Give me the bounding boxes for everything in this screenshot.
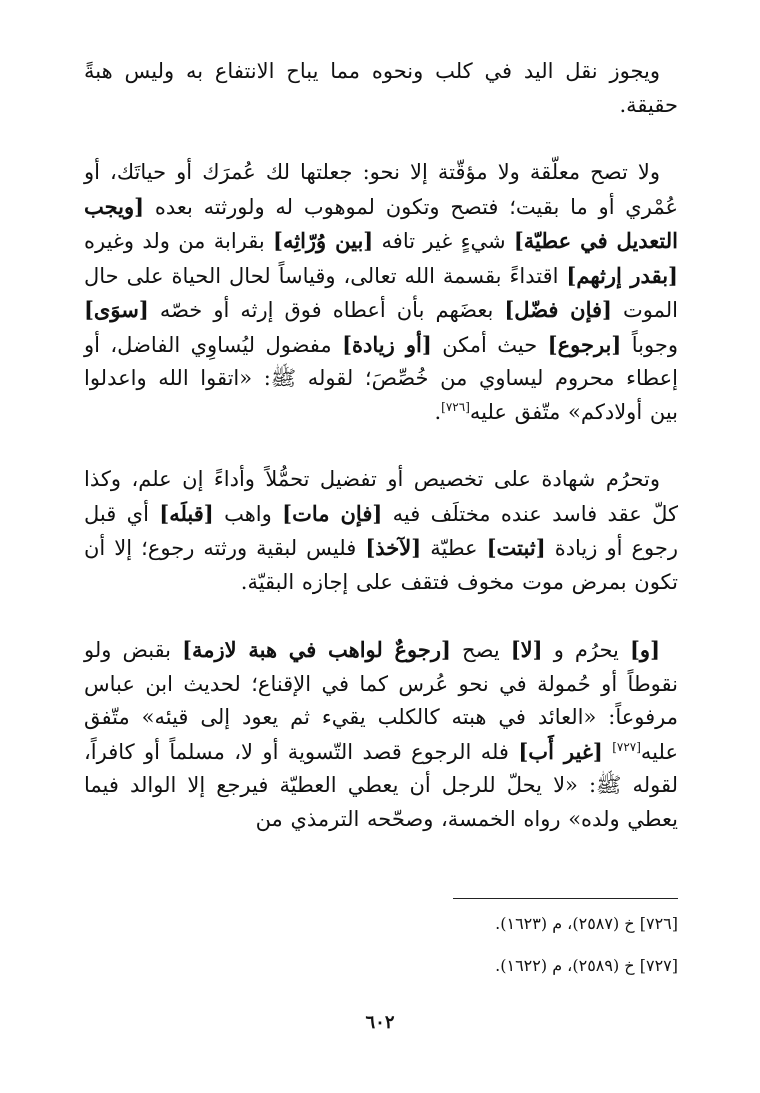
footnote-726	[495, 914, 678, 934]
matn-bold-text: [سوَى]	[84, 297, 149, 322]
sharh-text: وتحرُم شهادة على تخصيص أو تفضيل تحمُّلاً وأداءً إن علم، وكذا كلّ عقد فاسد عنده مختلَف فيه	[84, 467, 678, 526]
matn-bold-text: [قبلَه]	[159, 500, 214, 526]
footnote-divider	[453, 898, 678, 899]
sharh-text: بقبض ولو نقوطاً أو حُمولة في نحو عُرس كما في الإقناع؛ لحديث ابن عباس مرفوعاً: «العائد في هبته كالكلب يقيء ثم يعود إلى قيئه» متّفق عليه	[84, 638, 678, 764]
sharh-text: واهب	[213, 501, 283, 526]
sharh-text: مفضول ليُساوِي الفاضل، أو إعطاء محروم ليساوي من خُصِّصَ؛ لقوله ﷺ: «اتقوا الله واعدلوا بين أولادكم» متّفق عليه	[84, 332, 678, 424]
sharh-text: بقرابة من ولد وغيره	[84, 229, 274, 253]
sharh-text: ولا تصح معلّقة ولا مؤقّتة إلا نحو: جعلتها لك عُمرَك أو حياتَك، أو عُمْري أو ما بقيت؛ فتصح وتكون لموهوب له ولورثته بعده	[84, 160, 678, 219]
sharh-text: عطيّة	[421, 536, 487, 560]
matn-bold-text: [برجوع]	[547, 331, 622, 357]
sharh-text: وجوباً	[621, 332, 678, 357]
footnote-label: [٧٢٦]	[639, 914, 678, 933]
page-number: ٦٠٢	[365, 1012, 395, 1033]
sharh-text: يصح	[450, 638, 511, 662]
sharh-text: أي قبل رجوع أو زيادة	[84, 501, 678, 560]
matn-bold-text: [لآخذ]	[365, 535, 422, 560]
footnote-text: خ (٢٥٨٩)، م (١٦٢٢).	[495, 956, 635, 975]
matn-bold-text: [بقدر إرثهم]	[566, 262, 678, 288]
paragraph-4	[84, 633, 678, 836]
sharh-text: فليس لبقية ورثته رجوع؛ إلا أن تكون بمرض موت مخوف فتقف على إجازه البقيّة.	[84, 536, 678, 594]
paragraph-3	[84, 463, 678, 599]
sharh-text: حيث أمكن	[431, 332, 548, 357]
matn-bold-text: [ثبتت]	[486, 535, 546, 560]
sharh-text: اقتداءً بقسمة الله تعالى، وقياساً لحال الحياة على حال الموت	[84, 263, 678, 322]
matn-bold-text: [أو زيادة]	[342, 331, 432, 357]
footnote-ref: [٧٢٧]	[612, 739, 641, 754]
main-text	[84, 55, 678, 870]
sharh-text	[603, 740, 612, 764]
matn-bold-text: [رجوعٌ لواهب في هبة لازمة]	[182, 637, 451, 662]
matn-bold-text: [و]	[630, 637, 661, 662]
sharh-text: .	[434, 399, 442, 424]
paragraph-1	[84, 55, 678, 122]
footnote-727	[495, 956, 678, 976]
sharh-text: بعضَهم بأن أعطاه فوق إرثه أو خصّه	[148, 298, 505, 322]
footnote-label: [٧٢٧]	[639, 956, 678, 975]
footnote-ref: [٧٢٦]	[441, 399, 470, 414]
matn-bold-text: [بين وُرّاثِه]	[273, 228, 374, 253]
matn-bold-text: [غير أَب]	[518, 738, 603, 764]
matn-bold-text: [ويجب التعديل في عطيّة]	[84, 193, 679, 253]
paragraph-2	[84, 156, 678, 429]
sharh-text: ويجوز نقل اليد في كلب ونحوه مما يباح الانتفاع به وليس هبةً حقيقة.	[84, 59, 678, 117]
matn-bold-text: [فإن فضّل]	[504, 297, 612, 322]
matn-bold-text: [فإن مات]	[282, 500, 383, 526]
sharh-text: شيءٍ غير تافه	[373, 229, 514, 253]
sharh-text: يحرُم و	[542, 638, 630, 662]
footnote-text: خ (٢٥٨٧)، م (١٦٢٣).	[495, 914, 635, 933]
matn-bold-text: [لا]	[510, 637, 543, 662]
footnotes	[495, 914, 678, 998]
sharh-text: فله الرجوع قصد التّسوية أو لا، مسلماً أو كافراً، لقوله ﷺ: «لا يحلّ للرجل أن يعطي العطيّة فيرجع إلا الوالد فيما يعطي ولده» رواه الخمسة، وصحّحه الترمذي من	[84, 739, 678, 831]
